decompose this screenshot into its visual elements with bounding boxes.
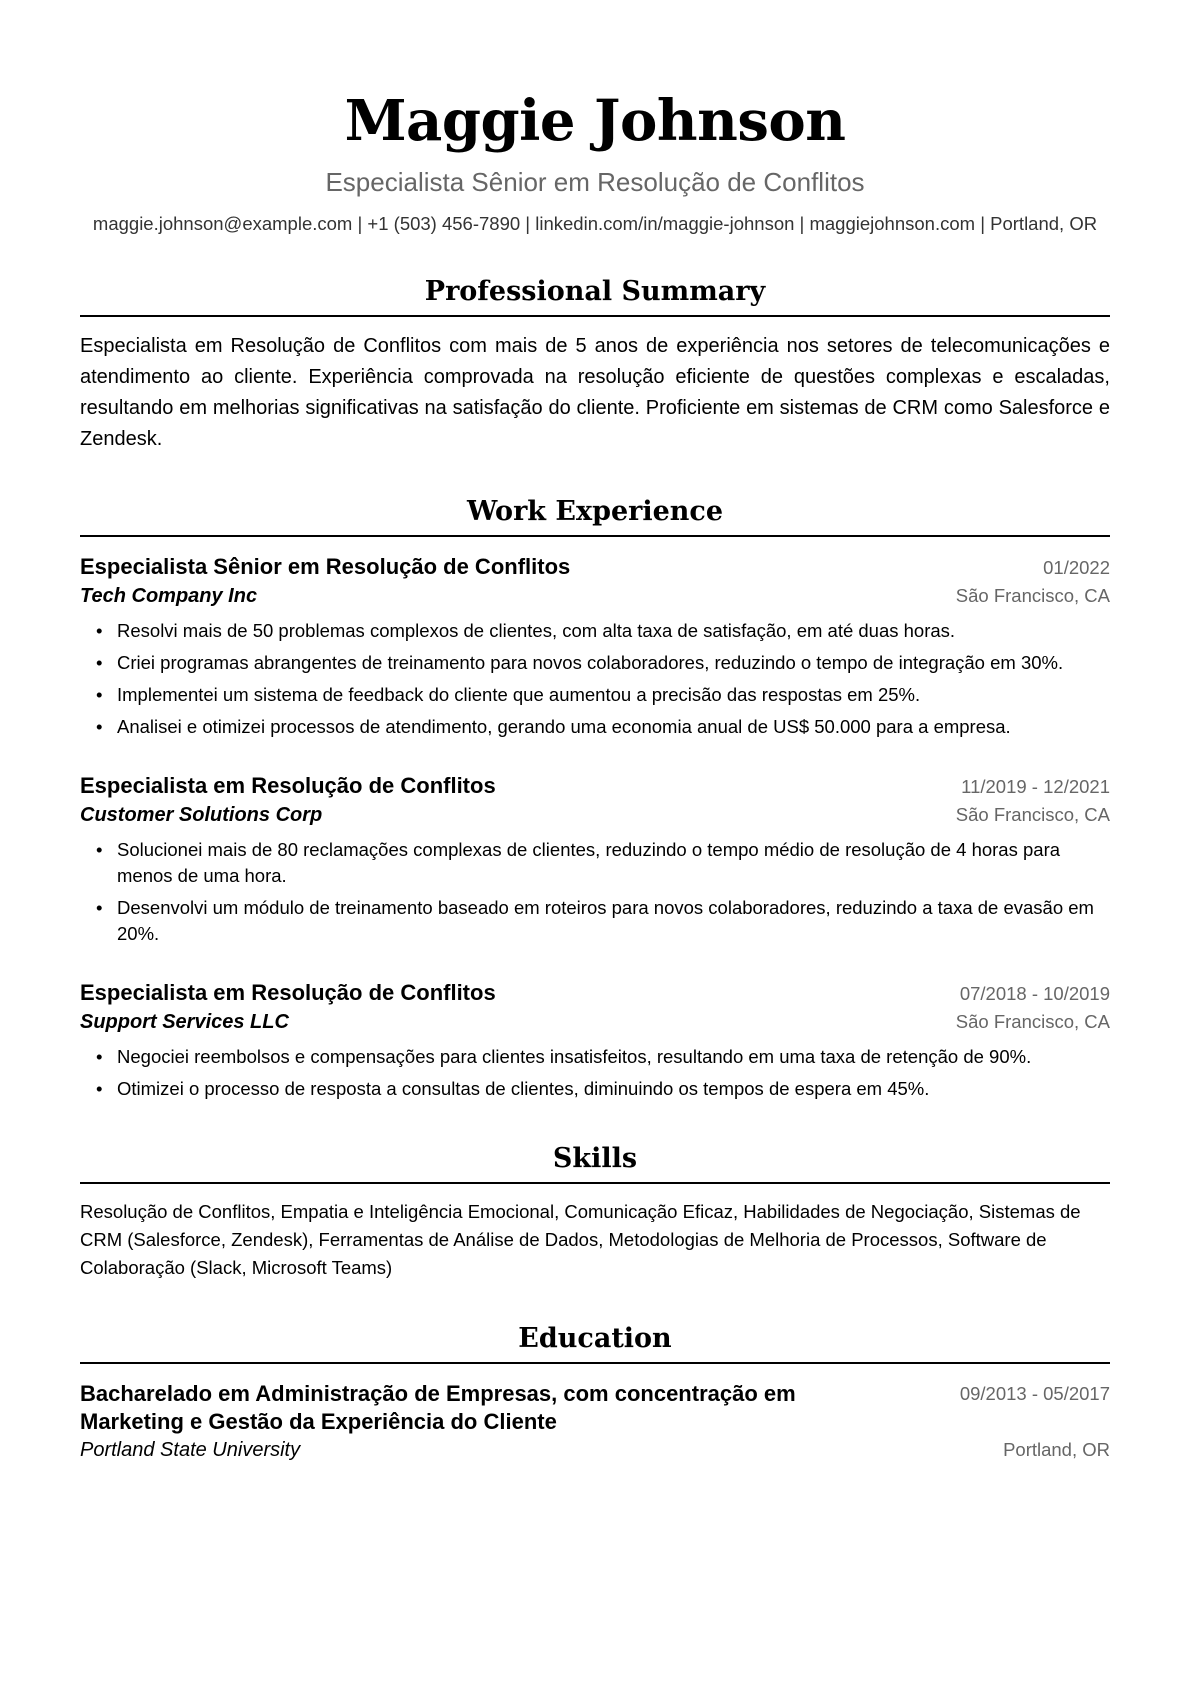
job-entry	[80, 979, 1110, 1102]
job-date: 11/2019 - 12/2021	[961, 776, 1110, 797]
job-company: Support Services LLC	[80, 1011, 289, 1033]
job-company: Tech Company Inc	[80, 585, 258, 607]
bullet-item: • Resolvi mais de 50 problemas complexos de clientes, com alta taxa de satisfação, em até duas horas.	[80, 618, 1110, 644]
skills-text: Resolução de Conflitos, Empatia e Inteligência Emocional, Comunicação Eficaz, Habilidades de Negociação, Sistemas de CRM (Salesforce, Zendesk), Ferramentas de Análise de Dados, Metodologias de Melhoria de Processos, Software de Colaboração (Slack, Microsoft Teams)	[80, 1201, 1081, 1278]
school-name: Portland State University	[80, 1439, 301, 1461]
education-date: 09/2013 - 05/2017	[959, 1383, 1110, 1404]
degree-title: Bacharelado em Administração de Empresas, com concentração em Marketing e Gestão da Experiência do Cliente	[80, 1381, 796, 1434]
job-entry	[80, 553, 1110, 740]
section-heading: Work Experience	[80, 495, 1110, 537]
education-section	[80, 1322, 1110, 1464]
experience-section	[80, 495, 1110, 1102]
job-location: São Francisco, CA	[955, 1011, 1110, 1032]
bullet-item: • Otimizei o processo de resposta a consultas de clientes, diminuindo os tempos de espera em 45%.	[80, 1076, 1110, 1102]
skills-section	[80, 1142, 1110, 1282]
section-heading: Professional Summary	[80, 275, 1110, 317]
section-heading: Education	[80, 1322, 1110, 1364]
job-company: Customer Solutions Corp	[80, 804, 323, 826]
bullet-item: • Criei programas abrangentes de treinamento para novos colaboradores, reduzindo o tempo de integração em 30%.	[80, 650, 1110, 676]
bullet-item: • Negociei reembolsos e compensações para clientes insatisfeitos, resultando em uma taxa de retenção de 90%.	[80, 1044, 1110, 1070]
resume-header	[80, 0, 1110, 235]
job-bullets	[80, 618, 1110, 740]
education-entry	[80, 1380, 1110, 1464]
job-entry	[80, 772, 1110, 947]
job-bullets	[80, 837, 1110, 947]
contact-line: maggie.johnson@example.com | +1 (503) 456-7890 | linkedin.com/in/maggie-johnson | maggiejohnson.com | Portland, OR	[92, 213, 1098, 234]
candidate-name: Maggie Johnson	[344, 88, 846, 154]
candidate-title: Especialista Sênior em Resolução de Conflitos	[325, 167, 865, 197]
job-role: Especialista Sênior em Resolução de Conflitos	[80, 554, 571, 579]
job-bullets	[80, 1044, 1110, 1102]
bullet-item: • Analisei e otimizei processos de atendimento, gerando uma economia anual de US$ 50.000 para a empresa.	[80, 714, 1110, 740]
job-location: São Francisco, CA	[955, 804, 1110, 825]
summary-section	[80, 275, 1110, 455]
bullet-item: • Implementei um sistema de feedback do cliente que aumentou a precisão das respostas em 25%.	[80, 682, 1110, 708]
job-date: 01/2022	[1043, 557, 1110, 578]
job-date: 07/2018 - 10/2019	[959, 983, 1110, 1004]
bullet-item: • Desenvolvi um módulo de treinamento baseado em roteiros para novos colaboradores, reduzindo a taxa de evasão em 20%.	[80, 895, 1110, 947]
education-location: Portland, OR	[1003, 1439, 1110, 1460]
section-heading: Skills	[80, 1142, 1110, 1184]
job-role: Especialista em Resolução de Conflitos	[80, 980, 496, 1005]
job-location: São Francisco, CA	[955, 585, 1110, 606]
bullet-item: • Solucionei mais de 80 reclamações complexas de clientes, reduzindo o tempo médio de resolução de 4 horas para menos de uma hora.	[80, 837, 1110, 889]
job-role: Especialista em Resolução de Conflitos	[80, 773, 496, 798]
summary-text: Especialista em Resolução de Conflitos com mais de 5 anos de experiência nos setores de telecomunicações e atendimento ao cliente. Experiência comprovada na resolução eficiente de questões complexas e escaladas, resultando em melhorias significativas na satisfação do cliente. Proficiente em sistemas de CRM como Salesforce e Zendesk.	[80, 335, 1110, 450]
